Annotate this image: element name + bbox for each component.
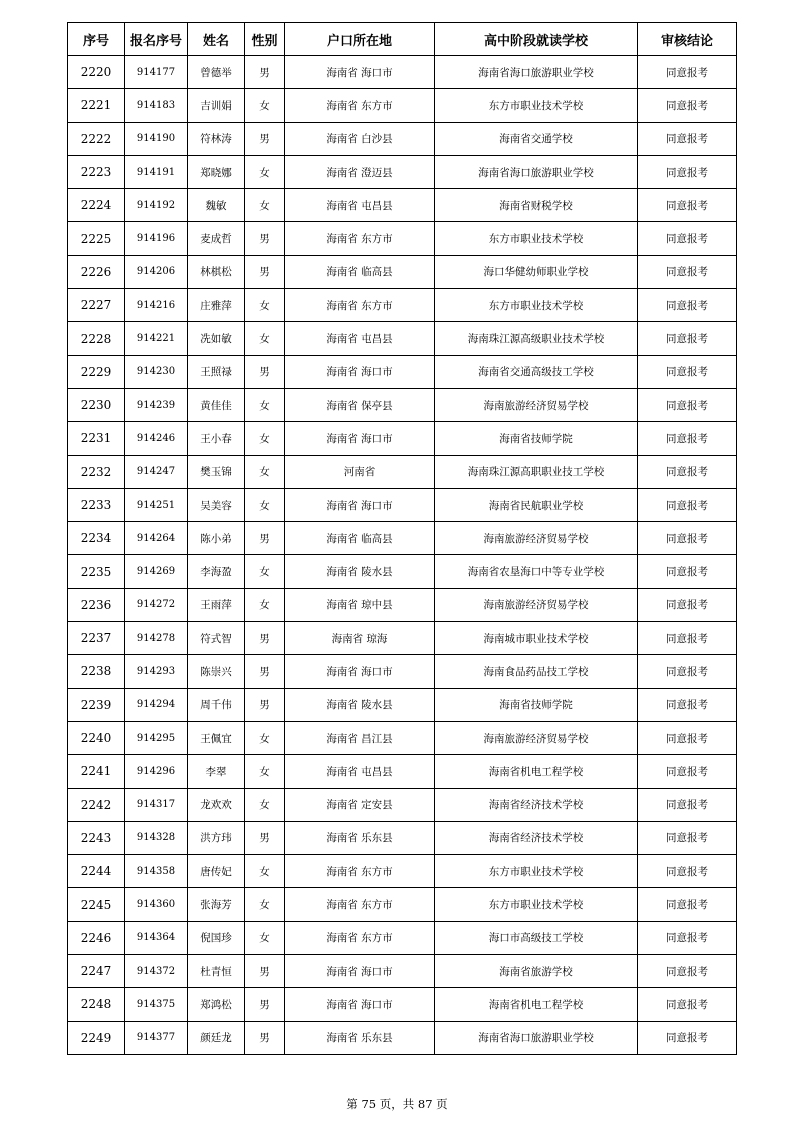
reg-no-cell: 914364 [125, 921, 188, 954]
name-cell: 吉训娟 [188, 89, 245, 122]
gender-cell: 男 [245, 222, 285, 255]
hukou-cell: 海南省 屯昌县 [285, 755, 435, 788]
gender-cell: 男 [245, 688, 285, 721]
gender-cell: 女 [245, 422, 285, 455]
reg-no-cell: 914191 [125, 155, 188, 188]
reg-no-cell: 914230 [125, 355, 188, 388]
seq-cell: 2236 [68, 588, 125, 621]
gender-cell: 男 [245, 821, 285, 854]
seq-cell: 2242 [68, 788, 125, 821]
table-row [68, 788, 737, 821]
seq-cell: 2233 [68, 488, 125, 521]
seq-cell: 2240 [68, 721, 125, 754]
school-cell: 海南省农垦海口中等专业学校 [435, 555, 638, 588]
school-cell: 海南旅游经济贸易学校 [435, 522, 638, 555]
school-cell: 海口华健幼师职业学校 [435, 255, 638, 288]
reg-no-cell: 914246 [125, 422, 188, 455]
reg-no-cell: 914278 [125, 622, 188, 655]
seq-cell: 2249 [68, 1021, 125, 1054]
header-name: 姓名 [188, 23, 245, 56]
reg-no-cell: 914196 [125, 222, 188, 255]
name-cell: 李翠 [188, 755, 245, 788]
seq-cell: 2247 [68, 955, 125, 988]
gender-cell: 女 [245, 555, 285, 588]
reg-no-cell: 914360 [125, 888, 188, 921]
name-cell: 洪方玮 [188, 821, 245, 854]
reg-no-cell: 914221 [125, 322, 188, 355]
header-hukou: 户口所在地 [285, 23, 435, 56]
name-cell: 周千伟 [188, 688, 245, 721]
reg-no-cell: 914296 [125, 755, 188, 788]
gender-cell: 男 [245, 1021, 285, 1054]
hukou-cell: 海南省 海口市 [285, 988, 435, 1021]
table-row [68, 56, 737, 89]
gender-cell: 女 [245, 322, 285, 355]
seq-cell: 2237 [68, 622, 125, 655]
header-result: 审核结论 [638, 23, 737, 56]
reg-no-cell: 914294 [125, 688, 188, 721]
hukou-cell: 海南省 屯昌县 [285, 189, 435, 222]
table-row [68, 622, 737, 655]
gender-cell: 男 [245, 122, 285, 155]
name-cell: 曾德举 [188, 56, 245, 89]
gender-cell: 女 [245, 788, 285, 821]
result-cell: 同意报考 [638, 588, 737, 621]
table-row [68, 921, 737, 954]
gender-cell: 女 [245, 921, 285, 954]
seq-cell: 2248 [68, 988, 125, 1021]
hukou-cell: 海南省 海口市 [285, 355, 435, 388]
school-cell: 海南省机电工程学校 [435, 755, 638, 788]
reg-no-cell: 914295 [125, 721, 188, 754]
hukou-cell: 海南省 乐东县 [285, 821, 435, 854]
table-header-row [68, 23, 737, 56]
result-cell: 同意报考 [638, 289, 737, 322]
reg-no-cell: 914190 [125, 122, 188, 155]
table-row [68, 821, 737, 854]
seq-cell: 2231 [68, 422, 125, 455]
name-cell: 颜廷龙 [188, 1021, 245, 1054]
table-row [68, 355, 737, 388]
result-cell: 同意报考 [638, 255, 737, 288]
table-row [68, 755, 737, 788]
gender-cell: 女 [245, 189, 285, 222]
name-cell: 张海芳 [188, 888, 245, 921]
name-cell: 麦成哲 [188, 222, 245, 255]
gender-cell: 男 [245, 655, 285, 688]
gender-cell: 女 [245, 488, 285, 521]
gender-cell: 男 [245, 522, 285, 555]
name-cell: 符林涛 [188, 122, 245, 155]
table-row [68, 855, 737, 888]
school-cell: 海南旅游经济贸易学校 [435, 388, 638, 421]
name-cell: 郑晓娜 [188, 155, 245, 188]
reg-no-cell: 914358 [125, 855, 188, 888]
table-row [68, 955, 737, 988]
gender-cell: 女 [245, 289, 285, 322]
hukou-cell: 海南省 海口市 [285, 422, 435, 455]
reg-no-cell: 914216 [125, 289, 188, 322]
school-cell: 海南省经济技术学校 [435, 788, 638, 821]
hukou-cell: 海南省 屯昌县 [285, 322, 435, 355]
table-row [68, 455, 737, 488]
result-cell: 同意报考 [638, 888, 737, 921]
name-cell: 王小春 [188, 422, 245, 455]
school-cell: 海南城市职业技术学校 [435, 622, 638, 655]
seq-cell: 2232 [68, 455, 125, 488]
school-cell: 东方市职业技术学校 [435, 888, 638, 921]
school-cell: 海南省技师学院 [435, 688, 638, 721]
result-cell: 同意报考 [638, 322, 737, 355]
name-cell: 王佩宜 [188, 721, 245, 754]
seq-cell: 2223 [68, 155, 125, 188]
gender-cell: 男 [245, 56, 285, 89]
hukou-cell: 海南省 保亭县 [285, 388, 435, 421]
result-cell: 同意报考 [638, 56, 737, 89]
result-cell: 同意报考 [638, 688, 737, 721]
hukou-cell: 海南省 乐东县 [285, 1021, 435, 1054]
reg-no-cell: 914247 [125, 455, 188, 488]
table-row [68, 255, 737, 288]
result-cell: 同意报考 [638, 222, 737, 255]
reg-no-cell: 914183 [125, 89, 188, 122]
table-row [68, 89, 737, 122]
seq-cell: 2222 [68, 122, 125, 155]
hukou-cell: 海南省 海口市 [285, 655, 435, 688]
gender-cell: 女 [245, 89, 285, 122]
result-cell: 同意报考 [638, 488, 737, 521]
reg-no-cell: 914377 [125, 1021, 188, 1054]
name-cell: 杜青恒 [188, 955, 245, 988]
gender-cell: 男 [245, 955, 285, 988]
result-cell: 同意报考 [638, 388, 737, 421]
hukou-cell: 海南省 陵水县 [285, 555, 435, 588]
name-cell: 陈小弟 [188, 522, 245, 555]
name-cell: 王照禄 [188, 355, 245, 388]
seq-cell: 2220 [68, 56, 125, 89]
hukou-cell: 海南省 昌江县 [285, 721, 435, 754]
gender-cell: 女 [245, 888, 285, 921]
reg-no-cell: 914239 [125, 388, 188, 421]
result-cell: 同意报考 [638, 721, 737, 754]
result-cell: 同意报考 [638, 122, 737, 155]
gender-cell: 女 [245, 388, 285, 421]
result-cell: 同意报考 [638, 755, 737, 788]
result-cell: 同意报考 [638, 655, 737, 688]
gender-cell: 女 [245, 855, 285, 888]
result-cell: 同意报考 [638, 455, 737, 488]
seq-cell: 2228 [68, 322, 125, 355]
gender-cell: 男 [245, 355, 285, 388]
result-cell: 同意报考 [638, 555, 737, 588]
name-cell: 庄雅萍 [188, 289, 245, 322]
seq-cell: 2227 [68, 289, 125, 322]
page-footer: 第 75 页，共 87 页 [346, 1097, 448, 1111]
result-cell: 同意报考 [638, 821, 737, 854]
school-cell: 海南省海口旅游职业学校 [435, 155, 638, 188]
table-row [68, 721, 737, 754]
seq-cell: 2226 [68, 255, 125, 288]
school-cell: 海南省旅游学校 [435, 955, 638, 988]
table-row [68, 322, 737, 355]
hukou-cell: 海南省 东方市 [285, 89, 435, 122]
school-cell: 东方市职业技术学校 [435, 89, 638, 122]
school-cell: 海口市高级技工学校 [435, 921, 638, 954]
gender-cell: 男 [245, 622, 285, 655]
table-row [68, 988, 737, 1021]
name-cell: 樊玉锦 [188, 455, 245, 488]
seq-cell: 2229 [68, 355, 125, 388]
table-body [68, 56, 737, 1055]
hukou-cell: 海南省 东方市 [285, 289, 435, 322]
hukou-cell: 海南省 临高县 [285, 522, 435, 555]
seq-cell: 2238 [68, 655, 125, 688]
school-cell: 海南省海口旅游职业学校 [435, 56, 638, 89]
reg-no-cell: 914251 [125, 488, 188, 521]
hukou-cell: 海南省 海口市 [285, 56, 435, 89]
table-row [68, 488, 737, 521]
school-cell: 海南省机电工程学校 [435, 988, 638, 1021]
school-cell: 海南珠江源高级职业技术学校 [435, 322, 638, 355]
hukou-cell: 海南省 东方市 [285, 921, 435, 954]
table-row [68, 688, 737, 721]
result-cell: 同意报考 [638, 189, 737, 222]
result-cell: 同意报考 [638, 855, 737, 888]
reg-no-cell: 914293 [125, 655, 188, 688]
seq-cell: 2234 [68, 522, 125, 555]
seq-cell: 2224 [68, 189, 125, 222]
school-cell: 海南省经济技术学校 [435, 821, 638, 854]
header-seq: 序号 [68, 23, 125, 56]
result-cell: 同意报考 [638, 522, 737, 555]
reg-no-cell: 914372 [125, 955, 188, 988]
seq-cell: 2241 [68, 755, 125, 788]
school-cell: 东方市职业技术学校 [435, 222, 638, 255]
hukou-cell: 海南省 东方市 [285, 222, 435, 255]
gender-cell: 女 [245, 755, 285, 788]
name-cell: 陈崇兴 [188, 655, 245, 688]
seq-cell: 2246 [68, 921, 125, 954]
name-cell: 李海盈 [188, 555, 245, 588]
reg-no-cell: 914177 [125, 56, 188, 89]
gender-cell: 女 [245, 721, 285, 754]
seq-cell: 2235 [68, 555, 125, 588]
table-row [68, 422, 737, 455]
table-row [68, 655, 737, 688]
seq-cell: 2221 [68, 89, 125, 122]
name-cell: 冼如敏 [188, 322, 245, 355]
name-cell: 龙欢欢 [188, 788, 245, 821]
hukou-cell: 海南省 陵水县 [285, 688, 435, 721]
table-row [68, 1021, 737, 1054]
seq-cell: 2243 [68, 821, 125, 854]
school-cell: 海南省财税学校 [435, 189, 638, 222]
name-cell: 王雨萍 [188, 588, 245, 621]
gender-cell: 女 [245, 588, 285, 621]
result-cell: 同意报考 [638, 988, 737, 1021]
reg-no-cell: 914269 [125, 555, 188, 588]
seq-cell: 2225 [68, 222, 125, 255]
result-cell: 同意报考 [638, 89, 737, 122]
gender-cell: 男 [245, 255, 285, 288]
school-cell: 海南省交通高级技工学校 [435, 355, 638, 388]
table-row [68, 588, 737, 621]
header-reg-no: 报名序号 [125, 23, 188, 56]
reg-no-cell: 914272 [125, 588, 188, 621]
header-school: 高中阶段就读学校 [435, 23, 638, 56]
gender-cell: 女 [245, 455, 285, 488]
reg-no-cell: 914206 [125, 255, 188, 288]
table-row [68, 155, 737, 188]
seq-cell: 2230 [68, 388, 125, 421]
name-cell: 吴美容 [188, 488, 245, 521]
result-cell: 同意报考 [638, 155, 737, 188]
table-row [68, 888, 737, 921]
name-cell: 倪国珍 [188, 921, 245, 954]
result-cell: 同意报考 [638, 921, 737, 954]
school-cell: 东方市职业技术学校 [435, 289, 638, 322]
applicant-table [67, 22, 737, 1055]
hukou-cell: 海南省 定安县 [285, 788, 435, 821]
result-cell: 同意报考 [638, 955, 737, 988]
table-row [68, 522, 737, 555]
school-cell: 海南省技师学院 [435, 422, 638, 455]
name-cell: 林棋松 [188, 255, 245, 288]
result-cell: 同意报考 [638, 1021, 737, 1054]
hukou-cell: 海南省 临高县 [285, 255, 435, 288]
header-gender: 性别 [245, 23, 285, 56]
table-row [68, 222, 737, 255]
school-cell: 海南省民航职业学校 [435, 488, 638, 521]
school-cell: 海南旅游经济贸易学校 [435, 588, 638, 621]
school-cell: 海南省交通学校 [435, 122, 638, 155]
hukou-cell: 河南省 [285, 455, 435, 488]
reg-no-cell: 914264 [125, 522, 188, 555]
table-row [68, 289, 737, 322]
reg-no-cell: 914192 [125, 189, 188, 222]
seq-cell: 2244 [68, 855, 125, 888]
name-cell: 黄佳佳 [188, 388, 245, 421]
seq-cell: 2245 [68, 888, 125, 921]
table-row [68, 555, 737, 588]
reg-no-cell: 914317 [125, 788, 188, 821]
reg-no-cell: 914375 [125, 988, 188, 1021]
gender-cell: 女 [245, 155, 285, 188]
name-cell: 唐传妃 [188, 855, 245, 888]
result-cell: 同意报考 [638, 622, 737, 655]
result-cell: 同意报考 [638, 422, 737, 455]
seq-cell: 2239 [68, 688, 125, 721]
hukou-cell: 海南省 琼海 [285, 622, 435, 655]
school-cell: 海南旅游经济贸易学校 [435, 721, 638, 754]
hukou-cell: 海南省 海口市 [285, 955, 435, 988]
school-cell: 海南食品药品技工学校 [435, 655, 638, 688]
table-row [68, 122, 737, 155]
result-cell: 同意报考 [638, 355, 737, 388]
name-cell: 郑鸿松 [188, 988, 245, 1021]
hukou-cell: 海南省 海口市 [285, 488, 435, 521]
table-row [68, 388, 737, 421]
reg-no-cell: 914328 [125, 821, 188, 854]
hukou-cell: 海南省 东方市 [285, 888, 435, 921]
hukou-cell: 海南省 澄迈县 [285, 155, 435, 188]
school-cell: 海南珠江源高职职业技工学校 [435, 455, 638, 488]
hukou-cell: 海南省 东方市 [285, 855, 435, 888]
school-cell: 海南省海口旅游职业学校 [435, 1021, 638, 1054]
school-cell: 东方市职业技术学校 [435, 855, 638, 888]
gender-cell: 男 [245, 988, 285, 1021]
table-row [68, 189, 737, 222]
hukou-cell: 海南省 琼中县 [285, 588, 435, 621]
name-cell: 符式智 [188, 622, 245, 655]
hukou-cell: 海南省 白沙县 [285, 122, 435, 155]
result-cell: 同意报考 [638, 788, 737, 821]
name-cell: 魏敏 [188, 189, 245, 222]
